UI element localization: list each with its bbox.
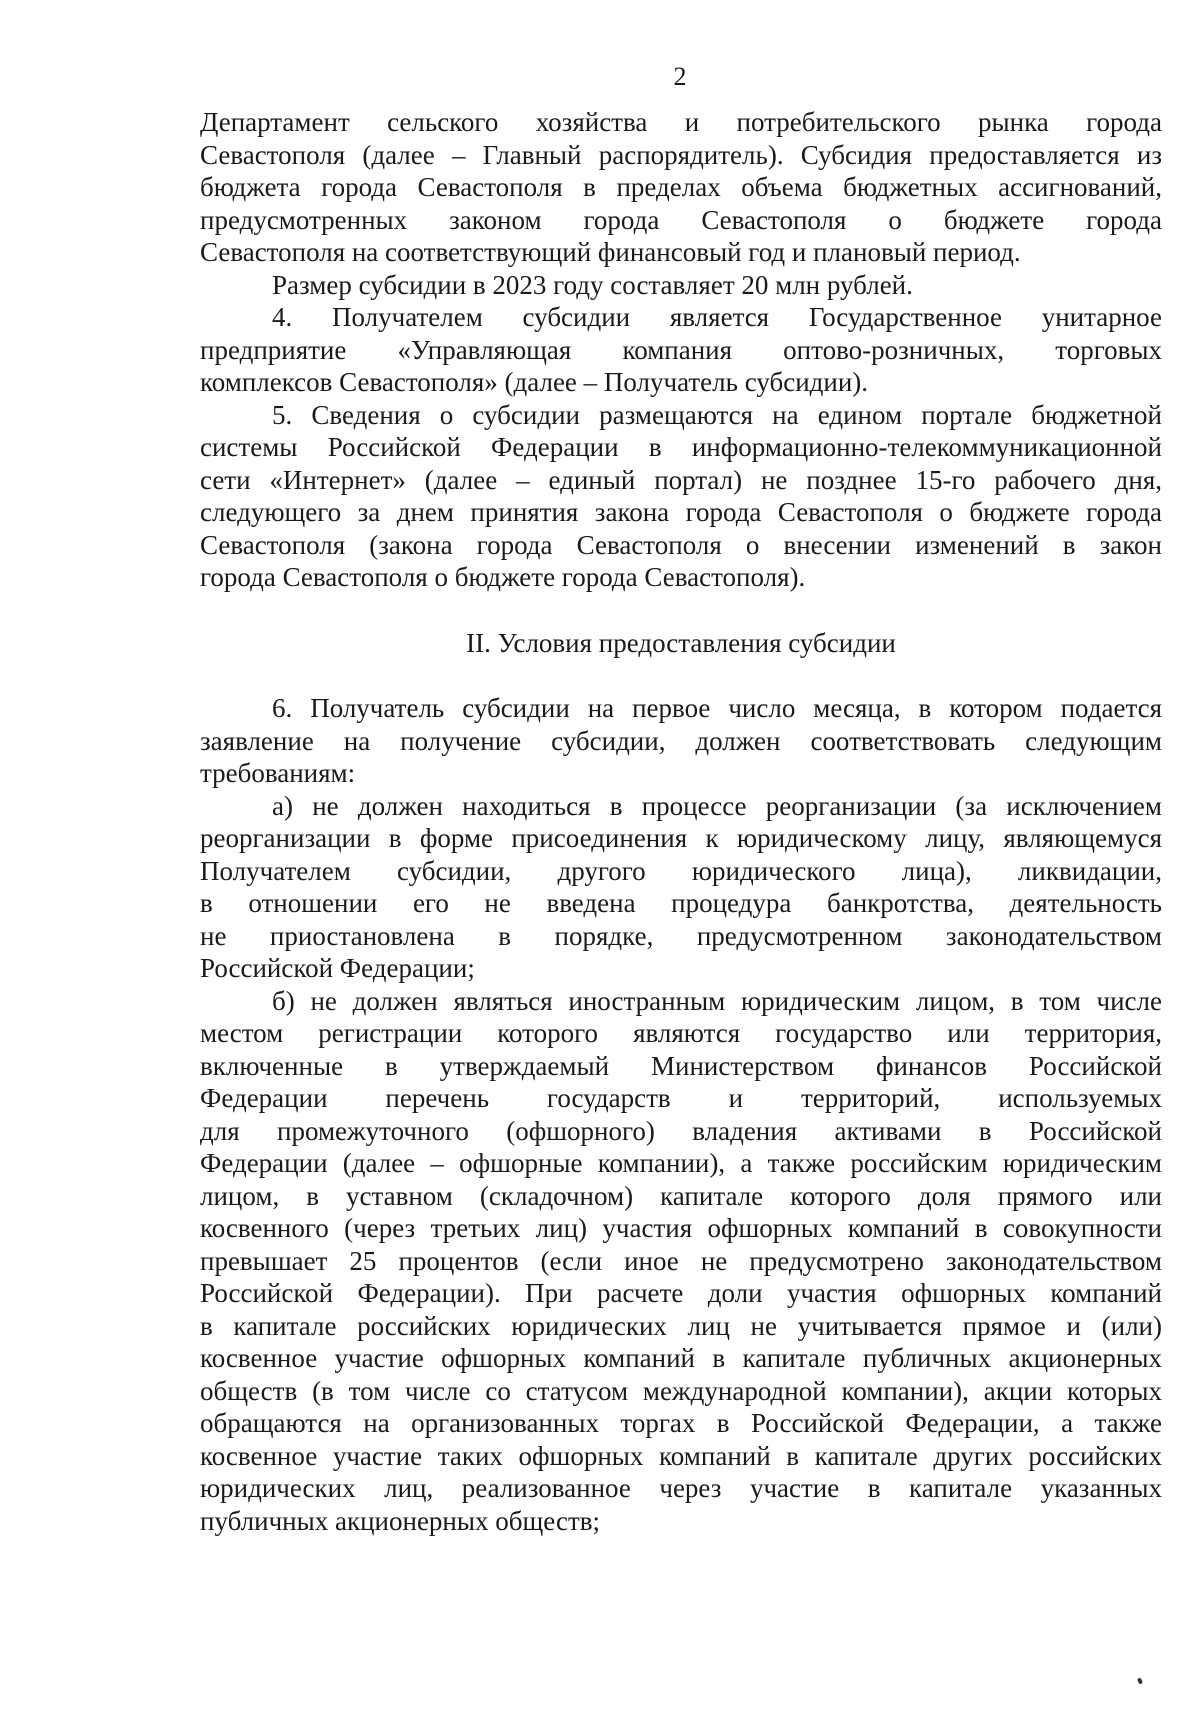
text-line: требованиям:: [200, 758, 356, 788]
paragraph-item-4: [200, 301, 1162, 399]
text-line: превышает 25 процентов (если иное не предусмотрено законодательством: [200, 1245, 1162, 1276]
text-line: Получателем субсидии, другого юридического лица), ликвидации,: [200, 855, 1162, 886]
text-line: публичных акционерных обществ;: [200, 1505, 600, 1536]
paragraph-subsidy-amount: [200, 269, 1162, 302]
text-line: Федерации перечень государств и территорий, используемых: [200, 1083, 1162, 1113]
text-line: Севастополя (закона города Севастополя о внесении изменений в закон: [200, 529, 1162, 560]
text-line: а) не должен находиться в процессе реорганизации (за исключением: [272, 790, 1162, 821]
text-line: обращаются на организованных торгах в Российской Федерации, а также: [200, 1408, 1162, 1438]
paragraph-department: [200, 106, 1162, 269]
spacer: [200, 594, 1162, 627]
page-number: 2: [673, 62, 687, 91]
text-line: 5. Сведения о субсидии размещаются на едином портале бюджетной: [272, 399, 1162, 430]
text-line: обществ (в том числе со статусом международной компании), акции которых: [200, 1375, 1162, 1406]
text-line: Размер субсидии в 2023 году составляет 20 млн рублей.: [272, 269, 913, 300]
text-line: реорганизации в форме присоединения к юридическому лицу, являющемуся: [200, 823, 1162, 853]
text-line: предусмотренных законом города Севастополя о бюджете города: [200, 204, 1162, 235]
text-line: сети «Интернет» (далее – единый портал) не позднее 15-го рабочего дня,: [200, 464, 1162, 495]
text-line: бюджета города Севастополя в пределах объема бюджетных ассигнований,: [200, 172, 1162, 202]
paragraph-item-5: [200, 399, 1162, 594]
text-line: косвенное участие таких офшорных компаний в капитале других российских: [200, 1440, 1162, 1471]
text-line: Российской Федерации). При расчете доли участия офшорных компаний: [200, 1278, 1162, 1308]
text-line: 4. Получателем субсидии является Государственное унитарное: [272, 302, 1162, 332]
section-heading: II. Условия предоставления субсидии: [466, 627, 896, 658]
text-line: системы Российской Федерации в информационно-телекоммуникационной: [200, 432, 1162, 462]
text-line: в капитале российских юридических лиц не учитывается прямое и (или): [200, 1310, 1162, 1341]
text-line: не приостановлена в порядке, предусмотренном законодательством: [200, 920, 1162, 951]
text-line: Севастополя на соответствующий финансовый год и плановый период.: [200, 237, 1021, 267]
text-line: города Севастополя о бюджете города Севастополя).: [200, 562, 806, 592]
paragraph-item-6: [200, 692, 1162, 790]
text-line: предприятие «Управляющая компания оптово-розничных, торговых: [200, 334, 1162, 365]
text-line: б) не должен являться иностранным юридическим лицом, в том числе: [272, 985, 1162, 1016]
spacer: [200, 659, 1162, 692]
text-line: косвенное участие офшорных компаний в капитале публичных акционерных: [200, 1343, 1162, 1373]
text-line: Российской Федерации;: [200, 953, 475, 983]
text-line: Федерации (далее – офшорные компании), а также российским юридическим: [200, 1148, 1162, 1178]
paragraph-item-6b: [200, 985, 1162, 1538]
scan-speck: [1137, 1677, 1143, 1684]
text-line: косвенного (через третьих лиц) участия офшорных компаний в совокупности: [200, 1213, 1162, 1243]
text-line: для промежуточного (офшорного) владения активами в Российской: [200, 1115, 1162, 1146]
text-line: Севастополя (далее – Главный распорядитель). Субсидия предоставляется из: [200, 139, 1162, 170]
paragraph-item-6a: [200, 790, 1162, 985]
text-line: следующего за днем принятия закона города Севастополя о бюджете города: [200, 497, 1162, 527]
text-line: включенные в утверждаемый Министерством финансов Российской: [200, 1050, 1162, 1081]
text-line: в отношении его не введена процедура банкротства, деятельность: [200, 888, 1162, 918]
document-body: [200, 106, 1162, 1537]
text-line: комплексов Севастополя» (далее – Получатель субсидии).: [200, 367, 869, 397]
text-line: юридических лиц, реализованное через участие в капитале указанных: [200, 1473, 1162, 1503]
text-line: Департамент сельского хозяйства и потребительского рынка города: [200, 107, 1162, 137]
text-line: заявление на получение субсидии, должен соответствовать следующим: [200, 725, 1162, 756]
text-line: местом регистрации которого являются государство или территория,: [200, 1018, 1162, 1048]
text-line: 6. Получатель субсидии на первое число месяца, в котором подается: [272, 693, 1162, 723]
text-line: лицом, в уставном (складочном) капитале которого доля прямого или: [200, 1180, 1162, 1211]
